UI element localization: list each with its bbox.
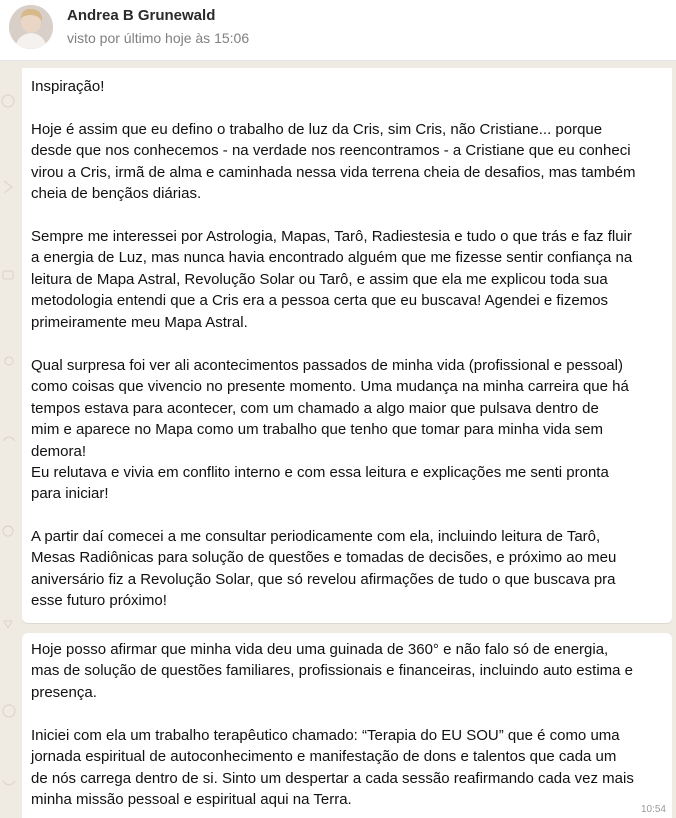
- chat-header: [0, 0, 676, 61]
- last-seen-status: visto por último hoje às 15:06: [67, 30, 250, 46]
- contact-avatar[interactable]: [9, 5, 53, 49]
- message-paragraph: Hoje é assim que eu defino o trabalho de luz da Cris, sim Cris, não Cristiane... porque desde que nos conhecemos - na verdade nos reencontramos - a Cristiane que eu conheci virou a Cris, irmã de alma e caminhada nessa vida terrena cheia de desafios, mas também cheia de bençãos diárias.: [31, 121, 636, 203]
- message-paragraph: A partir daí comecei a me consultar periodicamente com ela, incluindo leitura de Tarô, Mesas Radiônicas para solução de questões e tomadas de decisões, e próximo ao meu aniversário fiz a Revolução Solar, que só revelou afirmações de tudo o que buscava pra esse futuro próximo!: [31, 528, 617, 610]
- message-bubble[interactable]: [22, 633, 672, 818]
- message-paragraph: Inspiração!: [31, 78, 105, 95]
- message-bubble[interactable]: [22, 68, 672, 623]
- message-paragraph: Iniciei com ela um trabalho terapêutico chamado: “Terapia do EU SOU” que é como uma jornada espiritual de autoconhecimento e manifestação de dons e talentos que cada um de nós carrega dentro de si. Sinto um despertar a cada sessão reafirmando cada vez mais minha missão pessoal e espiritual aqui na Terra.: [31, 727, 634, 809]
- message-paragraph: Hoje posso afirmar que minha vida deu uma guinada de 360° e não falo só de energia, mas de solução de questões familiares, profissionais e financeiras, incluindo auto estima e presença.: [31, 641, 633, 701]
- contact-name[interactable]: Andrea B Grunewald: [67, 7, 216, 24]
- chat-messages-area[interactable]: [0, 61, 676, 818]
- message-timestamp: 10:54: [640, 804, 666, 815]
- avatar-image: [9, 5, 53, 49]
- message-paragraph: Qual surpresa foi ver ali acontecimentos passados de minha vida (profissional e pessoal) como coisas que vivencio no presente momento. Uma mudança na minha carreira que há tempos estava para acontecer, com um chamado a algo maior que pulsava dentro de mim e aparece no Mapa como um trabalho que tenho que tomar para minha vida sem demora! Eu relutava e vivia em conflito interno e com essa leitura e explicações me senti pronta para iniciar!: [31, 357, 629, 503]
- message-paragraph: Sempre me interessei por Astrologia, Mapas, Tarô, Radiestesia e tudo o que trás e faz fluir a energia de Luz, mas nunca havia encontrado alguém que me fizesse sentir confiança na leitura de Mapa Astral, Revolução Solar ou Tarô, e assim que ela me explicou toda sua metodologia entendi que a Cris era a pessoa certa que eu buscava! Agendei e fizemos primeiramente meu Mapa Astral.: [31, 228, 633, 331]
